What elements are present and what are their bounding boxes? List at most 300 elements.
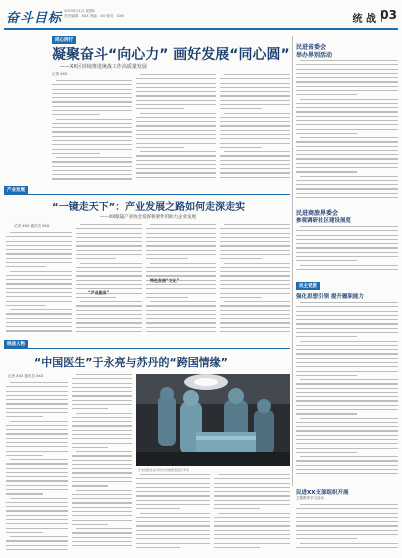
story2-subhead: ——XX眼镜产业协会发挥桥梁作用助力企业发展: [100, 215, 197, 220]
text-line: [72, 541, 132, 542]
text-line: [6, 395, 68, 396]
text-line: [296, 306, 398, 307]
text-line: [296, 133, 357, 134]
text-line: [72, 460, 132, 461]
text-line: [136, 478, 210, 479]
text-line: [296, 184, 398, 185]
text-line: [136, 521, 210, 522]
text-line: [296, 73, 398, 74]
text-line: [72, 477, 132, 478]
text-line: [218, 513, 290, 514]
text-line: [220, 228, 290, 229]
text-line: [296, 345, 398, 346]
text-line: [224, 151, 290, 152]
story2-inner-head-1: “产业服务”: [88, 290, 110, 295]
text-line: [296, 124, 398, 125]
text-line: [52, 106, 132, 107]
text-line: [296, 69, 398, 70]
text-line: [146, 314, 216, 315]
text-line: [218, 474, 290, 475]
text-line: [146, 250, 216, 251]
text-line: [296, 116, 398, 117]
text-line: [220, 284, 290, 285]
text-line: [72, 498, 132, 499]
text-line: [136, 91, 216, 92]
text-line: [6, 493, 43, 494]
text-line: [296, 383, 398, 384]
text-line: [296, 439, 398, 440]
text-line: [136, 78, 216, 79]
text-line: [220, 250, 290, 251]
sidebar-item4-text: [296, 504, 398, 554]
text-line: [10, 271, 72, 272]
story3-text-col1: [6, 382, 68, 554]
text-line: [220, 168, 290, 169]
issue-date: 2023年11月 星期X: [64, 9, 95, 13]
text-line: [296, 319, 398, 320]
text-line: [224, 263, 290, 264]
text-line: [6, 523, 68, 524]
text-line: [52, 178, 132, 179]
text-line: [296, 163, 398, 164]
text-line: [140, 513, 210, 514]
text-line: [214, 547, 260, 548]
text-line: [220, 271, 290, 272]
text-line: [296, 154, 398, 155]
text-line: [52, 97, 132, 98]
text-line: [224, 224, 290, 225]
sidebar-item2-title: 民进商旅界委会: [296, 210, 339, 217]
text-line: [72, 404, 132, 405]
text-line: [220, 130, 290, 131]
text-line: [6, 296, 72, 297]
text-line: [52, 89, 132, 90]
text-line: [220, 275, 290, 276]
text-line: [72, 485, 108, 486]
text-line: [6, 510, 68, 511]
text-line: [136, 504, 210, 505]
story1-subhead: ——XX区持续推进统战工作高质量发展: [60, 64, 147, 70]
text-line: [52, 161, 132, 162]
text-line: [296, 180, 398, 181]
text-line: [214, 483, 290, 484]
text-line: [52, 101, 132, 102]
text-line: [72, 494, 132, 495]
text-line: [296, 400, 398, 401]
text-line: [296, 525, 398, 526]
text-line: [296, 473, 398, 474]
text-line: [146, 275, 216, 276]
text-line: [214, 504, 290, 505]
story2-byline: 记者 XXX 通讯员 XXX: [14, 224, 50, 228]
text-line: [146, 318, 216, 319]
text-line: [76, 275, 142, 276]
text-line: [146, 258, 188, 259]
text-line: [220, 177, 290, 178]
text-line: [146, 233, 216, 234]
text-line: [136, 125, 216, 126]
text-line: [300, 137, 398, 138]
text-line: [296, 469, 398, 470]
text-line: [136, 491, 210, 492]
text-line: [296, 129, 398, 130]
text-line: [140, 113, 216, 114]
text-line: [6, 403, 68, 404]
text-line: [296, 443, 398, 444]
text-line: [296, 141, 398, 142]
text-line: [220, 155, 290, 156]
sidebar-item4-title: 民进XX支部组织开展: [296, 490, 349, 496]
text-line: [72, 425, 132, 426]
text-line: [6, 412, 68, 413]
text-line: [146, 245, 216, 246]
story1-byline: 记者 XXX: [52, 72, 68, 76]
text-line: [146, 254, 216, 255]
text-line: [296, 120, 398, 121]
text-line: [76, 322, 142, 323]
text-line: [6, 292, 72, 293]
text-line: [72, 507, 132, 508]
text-line: [6, 330, 72, 331]
text-line: [136, 164, 216, 165]
text-line: [76, 331, 142, 332]
text-line: [146, 284, 216, 285]
text-line: [300, 99, 398, 100]
text-line: [10, 536, 68, 537]
text-line: [136, 147, 184, 148]
text-line: [56, 80, 132, 81]
text-line: [296, 426, 398, 427]
text-line: [6, 476, 68, 477]
text-line: [136, 121, 216, 122]
text-line: [76, 374, 132, 375]
text-line: [52, 174, 132, 175]
story2-inner-head-2: 特色发展“文化”: [150, 278, 180, 283]
text-line: [296, 64, 398, 65]
text-line: [296, 197, 398, 198]
text-line: [214, 478, 290, 479]
text-line: [76, 258, 116, 259]
text-line: [6, 416, 43, 417]
text-line: [146, 297, 188, 298]
text-line: [6, 245, 72, 246]
text-line: [296, 235, 398, 236]
text-line: [296, 405, 398, 406]
photo-caption: 于永亮医生在苏丹为当地患者进行手术: [138, 468, 190, 472]
story1-tag: 同心同行: [52, 36, 76, 44]
story2-text-col2: [76, 224, 142, 336]
text-line: [296, 517, 398, 518]
text-line: [300, 456, 398, 457]
text-line: [296, 239, 398, 240]
text-line: [150, 263, 216, 264]
text-line: [6, 262, 72, 263]
text-line: [296, 328, 398, 329]
text-line: [52, 131, 132, 132]
text-line: [6, 519, 68, 520]
text-line: [150, 301, 216, 302]
text-line: [6, 318, 72, 319]
surgery-photo: [136, 374, 290, 466]
text-line: [296, 94, 357, 95]
text-line: [214, 495, 290, 496]
text-line: [76, 233, 142, 234]
text-line: [52, 84, 132, 85]
text-line: [76, 314, 142, 315]
text-line: [146, 228, 216, 229]
text-line: [6, 241, 72, 242]
text-line: [6, 236, 72, 237]
sidebar-item2-subtitle: 参观调研社区建设展览: [296, 218, 352, 224]
text-line: [6, 472, 68, 473]
text-line: [72, 524, 108, 525]
text-line: [136, 483, 210, 484]
text-line: [136, 517, 210, 518]
story3-tag: 统战人物: [4, 340, 28, 348]
text-line: [146, 293, 216, 294]
text-line: [6, 391, 68, 392]
text-line: [6, 455, 43, 456]
text-line: [72, 383, 132, 384]
text-line: [300, 543, 398, 544]
text-line: [76, 413, 132, 414]
text-line: [136, 508, 180, 509]
text-line: [52, 114, 100, 115]
text-line: [220, 100, 290, 101]
text-line: [6, 463, 68, 464]
text-line: [220, 327, 290, 328]
text-line: [72, 430, 132, 431]
text-line: [72, 391, 132, 392]
text-line: [6, 279, 72, 280]
text-line: [220, 143, 290, 144]
text-line: [300, 60, 398, 61]
text-line: [76, 254, 142, 255]
text-line: [6, 489, 68, 490]
text-line: [136, 108, 184, 109]
text-line: [220, 138, 290, 139]
text-line: [72, 511, 132, 512]
text-line: [80, 301, 142, 302]
text-line: [296, 86, 398, 87]
text-line: [214, 487, 290, 488]
text-line: [220, 280, 290, 281]
text-line: [72, 408, 108, 409]
text-line: [72, 481, 132, 482]
text-line: [296, 538, 357, 539]
text-line: [136, 487, 210, 488]
text-line: [220, 314, 290, 315]
text-line: [6, 442, 68, 443]
text-line: [296, 188, 398, 189]
text-line: [6, 288, 72, 289]
text-line: [296, 422, 398, 423]
text-line: [220, 241, 290, 242]
text-line: [52, 110, 132, 111]
newspaper-logo: 奋斗目标: [6, 11, 63, 26]
text-line: [220, 160, 290, 161]
text-line: [72, 537, 132, 538]
text-line: [6, 540, 68, 541]
text-line: [6, 433, 68, 434]
text-line: [300, 504, 398, 505]
text-line: [136, 134, 216, 135]
text-line: [146, 331, 216, 332]
text-line: [214, 508, 260, 509]
text-line: [6, 438, 68, 439]
text-line: [224, 74, 290, 75]
text-line: [6, 258, 72, 259]
text-line: [296, 375, 357, 376]
text-line: [56, 119, 132, 120]
text-line: [296, 103, 398, 104]
text-line: [56, 157, 132, 158]
text-line: [72, 434, 132, 435]
text-line: [52, 136, 132, 137]
sidebar-item2-text: [296, 226, 398, 276]
text-line: [6, 502, 68, 503]
text-line: [220, 164, 290, 165]
text-line: [146, 237, 216, 238]
text-line: [220, 331, 290, 332]
text-line: [76, 297, 116, 298]
text-line: [72, 515, 132, 516]
text-line: [72, 455, 132, 456]
text-line: [136, 83, 216, 84]
text-line: [52, 93, 132, 94]
text-line: [72, 443, 132, 444]
text-line: [52, 153, 100, 154]
text-line: [76, 490, 132, 491]
text-line: [136, 177, 216, 178]
text-line: [296, 430, 398, 431]
text-line: [136, 95, 216, 96]
text-line: [6, 532, 43, 533]
text-line: [146, 271, 216, 272]
text-line: [296, 371, 398, 372]
text-line: [220, 95, 290, 96]
story3-text-col3: [136, 474, 210, 554]
text-line: [80, 224, 142, 225]
story3-text-col4: [214, 474, 290, 554]
text-line: [220, 134, 290, 135]
sidebar-item1-text: [296, 60, 398, 204]
text-line: [72, 378, 132, 379]
story1-headline: 凝聚奋斗“向心力” 画好发展“同心圆”: [52, 47, 290, 63]
text-line: [136, 104, 216, 105]
text-line: [6, 386, 68, 387]
text-line: [300, 302, 398, 303]
text-line: [76, 271, 142, 272]
text-line: [72, 400, 132, 401]
text-line: [72, 395, 132, 396]
text-line: [52, 144, 132, 145]
text-line: [6, 468, 68, 469]
text-line: [296, 269, 398, 270]
text-line: [296, 81, 398, 82]
text-line: [296, 392, 398, 393]
text-line: [136, 168, 216, 169]
text-line: [136, 500, 210, 501]
text-line: [6, 506, 68, 507]
surgery-photo-svg: [136, 374, 290, 466]
story1-text-col2: [136, 74, 216, 184]
text-line: [136, 525, 210, 526]
text-line: [296, 323, 398, 324]
text-line: [10, 421, 68, 422]
text-line: [76, 318, 142, 319]
page-number: 03: [380, 8, 397, 22]
text-line: [220, 104, 290, 105]
text-line: [220, 117, 290, 118]
text-line: [296, 435, 398, 436]
story3-text-col2: [72, 374, 132, 554]
text-line: [150, 224, 216, 225]
text-line: [10, 498, 68, 499]
text-line: [300, 226, 398, 227]
text-line: [296, 358, 398, 359]
text-line: [220, 91, 290, 92]
text-line: [296, 311, 398, 312]
text-line: [296, 349, 398, 350]
text-line: [10, 309, 72, 310]
text-line: [72, 387, 132, 388]
text-line: [72, 545, 132, 546]
text-line: [296, 534, 398, 535]
text-line: [146, 305, 216, 306]
story1-text-col1: [52, 80, 132, 184]
text-line: [220, 305, 290, 306]
text-line: [6, 446, 68, 447]
text-line: [6, 425, 68, 426]
text-line: [136, 138, 216, 139]
section-name: 统 战: [352, 14, 376, 25]
text-line: [220, 288, 290, 289]
text-line: [214, 534, 290, 535]
text-line: [296, 315, 398, 316]
text-line: [296, 230, 398, 231]
story3-rule: [4, 348, 290, 349]
text-line: [6, 249, 72, 250]
text-line: [72, 464, 132, 465]
text-line: [214, 525, 290, 526]
text-line: [146, 327, 216, 328]
story2-rule: [4, 194, 290, 195]
text-line: [220, 78, 290, 79]
text-line: [220, 267, 290, 268]
issue-editors: 责任编辑：XXX 美编：XX 校对：XXX: [64, 14, 124, 18]
text-line: [136, 160, 216, 161]
text-line: [6, 305, 46, 306]
text-line: [220, 254, 290, 255]
text-line: [296, 167, 398, 168]
sidebar-item1-title: 民进省委会: [296, 44, 327, 51]
text-line: [220, 147, 262, 148]
text-line: [76, 245, 142, 246]
text-line: [6, 313, 72, 314]
text-line: [6, 528, 68, 529]
text-line: [52, 166, 132, 167]
story2-headline: “一镜走天下”：产业发展之路如何走深走实: [52, 202, 246, 213]
text-line: [220, 293, 290, 294]
text-line: [52, 149, 132, 150]
text-line: [300, 341, 398, 342]
text-line: [224, 113, 290, 114]
text-line: [220, 108, 262, 109]
text-line: [296, 530, 398, 531]
text-line: [72, 472, 132, 473]
text-line: [6, 253, 72, 254]
